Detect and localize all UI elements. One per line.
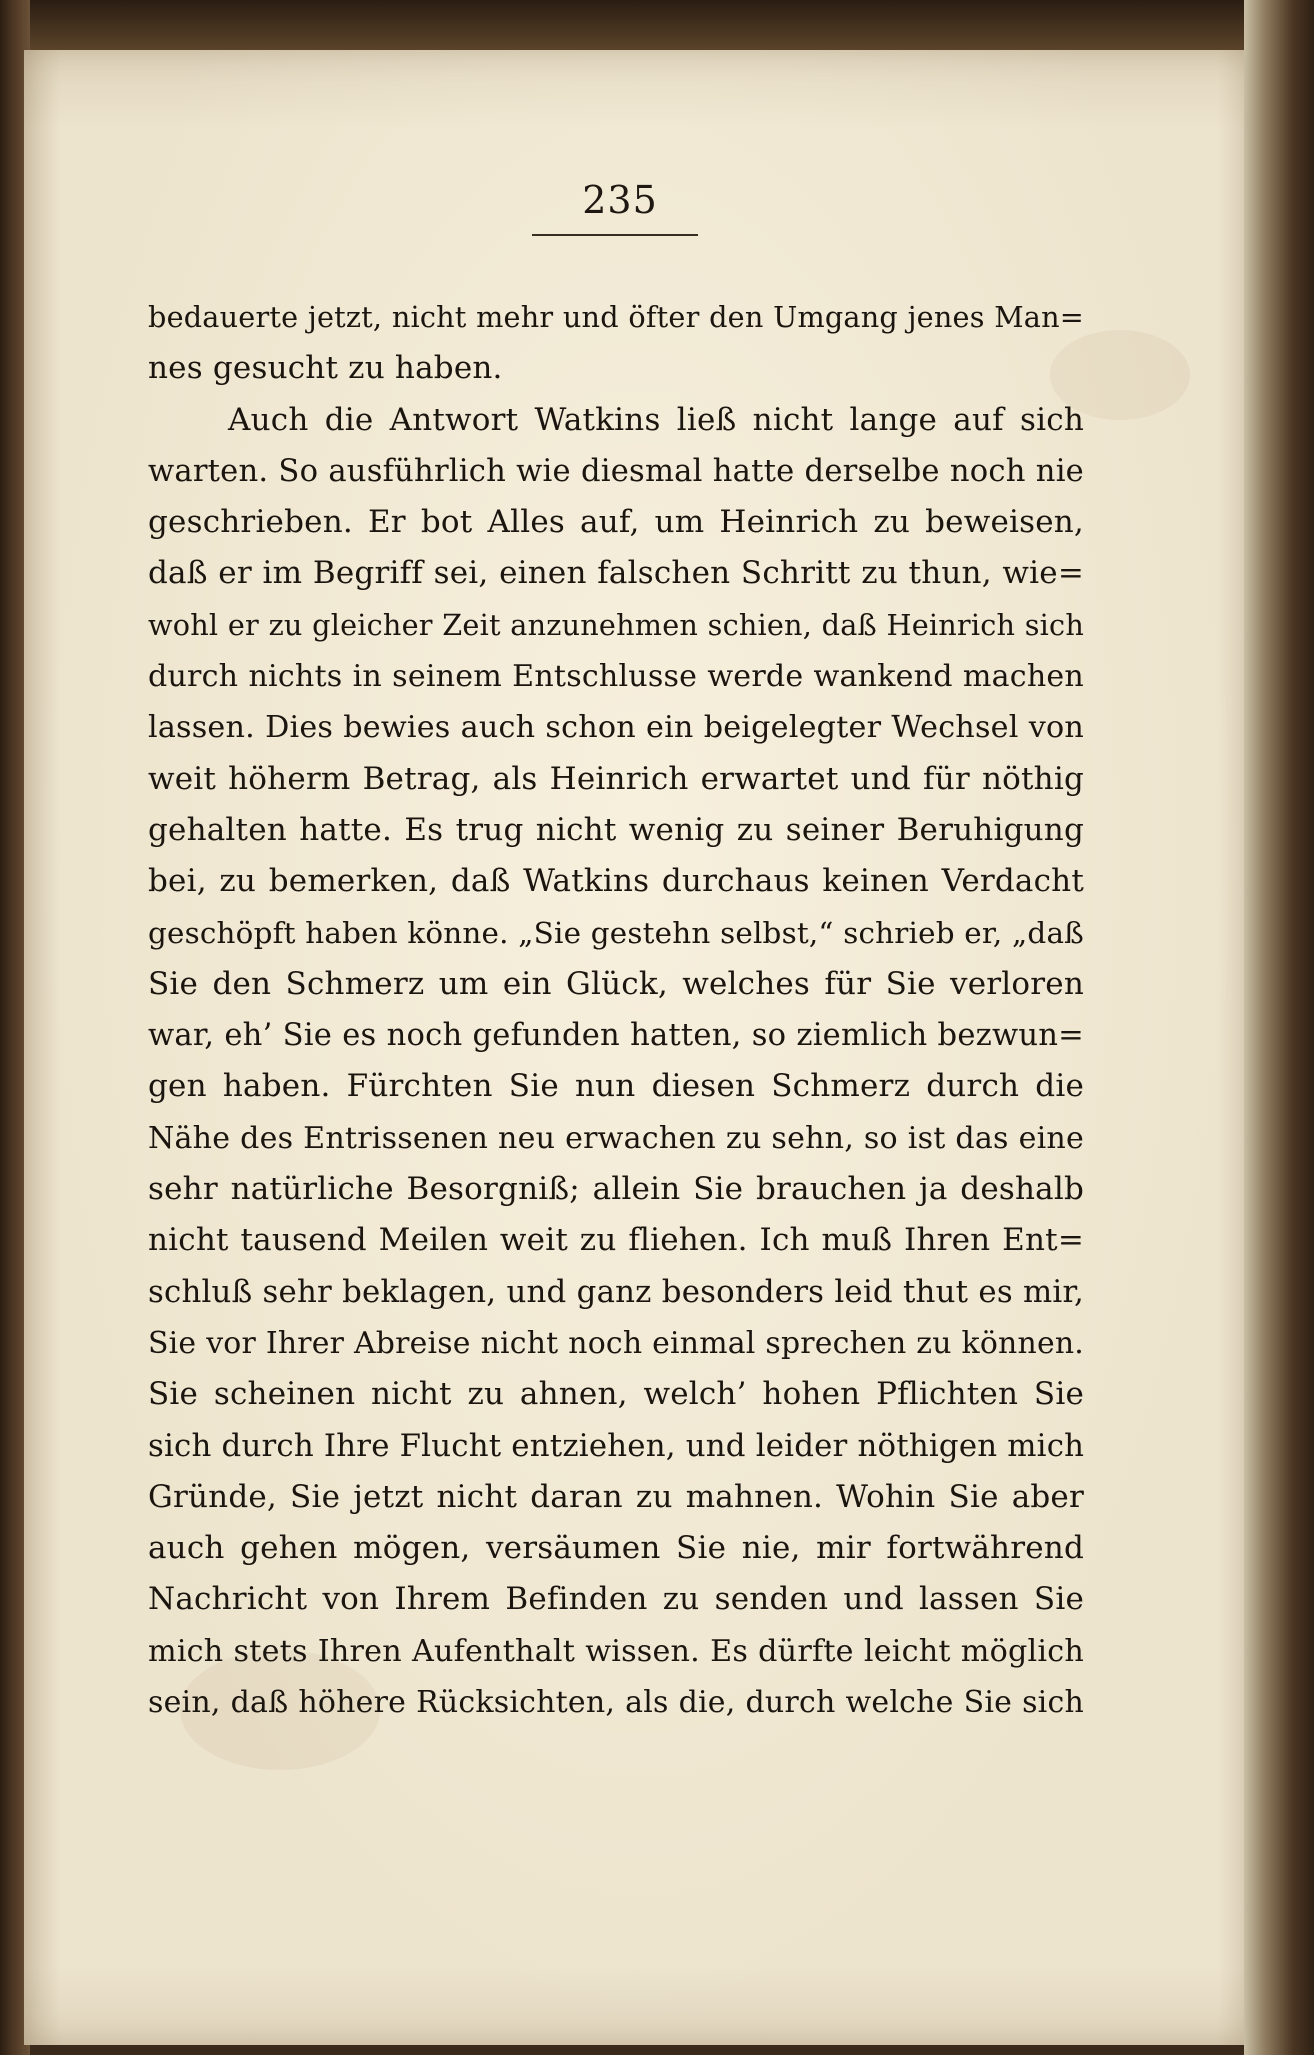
text-line: nes gesucht zu haben. [148, 350, 503, 387]
header-rule [532, 234, 698, 236]
text-line: Nähe des Entrissenen neu erwachen zu sehn, so ist das eine [148, 1120, 1084, 1156]
text-line: Auch die Antwort Watkins ließ nicht lange auf sich [228, 401, 1084, 438]
text-line: Sie den Schmerz um ein Glück, welches für Sie verloren [148, 965, 1084, 1002]
text-line: geschrieben. Er bot Alles auf, um Heinrich zu beweisen, [148, 504, 1084, 541]
text-line: weit höherm Betrag, als Heinrich erwartet und für nöthig [148, 760, 1084, 797]
text-line: daß er im Begriff sei, einen falschen Schritt zu thun, wie= [148, 555, 1084, 592]
book-top-edge [24, 0, 1254, 50]
text-line: bedauerte jetzt, nicht mehr und öfter den Umgang jenes Man= [148, 300, 1084, 334]
text-line: sehr natürliche Besorgniß; allein Sie brauchen ja deshalb [148, 1171, 1084, 1208]
text-line: durch nichts in seinem Entschlusse werde wankend machen [148, 659, 1084, 695]
text-line: Gründe, Sie jetzt nicht daran zu mahnen. Wohin Sie aber [148, 1478, 1084, 1515]
text-line: gehalten hatte. Es trug nicht wenig zu seiner Beruhigung [148, 811, 1084, 848]
text-line: warten. So ausführlich wie diesmal hatte derselbe noch nie [148, 453, 1084, 489]
book-cover-edge [1244, 0, 1314, 2055]
text-line: schluß sehr beklagen, und ganz besonders leid thut es mir, [148, 1273, 1084, 1310]
text-line: Nachricht von Ihrem Befinden zu senden und lassen Sie [148, 1581, 1084, 1618]
text-line: nicht tausend Meilen weit zu fliehen. Ich muß Ihren Ent= [148, 1222, 1084, 1259]
body-text [148, 292, 1084, 1728]
text-line: geschöpft haben könne. „Sie gestehn selbst,“ schrieb er, „daß [148, 915, 1084, 950]
text-line: mich stets Ihren Aufenthalt wissen. Es dürfte leicht möglich [148, 1633, 1084, 1669]
text-line: auch gehen mögen, versäumen Sie nie, mir fortwährend [148, 1530, 1084, 1567]
text-line: bei, zu bemerken, daß Watkins durchaus keinen Verdacht [148, 863, 1084, 900]
text-line: wohl er zu gleicher Zeit anzunehmen schien, daß Heinrich sich [148, 607, 1084, 642]
text-line: sich durch Ihre Flucht entziehen, und leider nöthigen mich [148, 1427, 1085, 1464]
text-line: war, eh’ Sie es noch gefunden hatten, so ziemlich bezwun= [148, 1018, 1084, 1054]
text-line: lassen. Dies bewies auch schon ein beigelegter Wechsel von [148, 710, 1084, 746]
text-line: sein, daß höhere Rücksichten, als die, durch welche Sie sich [148, 1685, 1084, 1721]
text-line: Sie scheinen nicht zu ahnen, welch’ hohen Pflichten Sie [148, 1376, 1084, 1413]
page-number: 235 [582, 178, 658, 222]
text-line: Sie vor Ihrer Abreise nicht noch einmal sprechen zu können. [148, 1325, 1084, 1361]
text-line: gen haben. Fürchten Sie nun diesen Schmerz durch die [148, 1068, 1084, 1105]
